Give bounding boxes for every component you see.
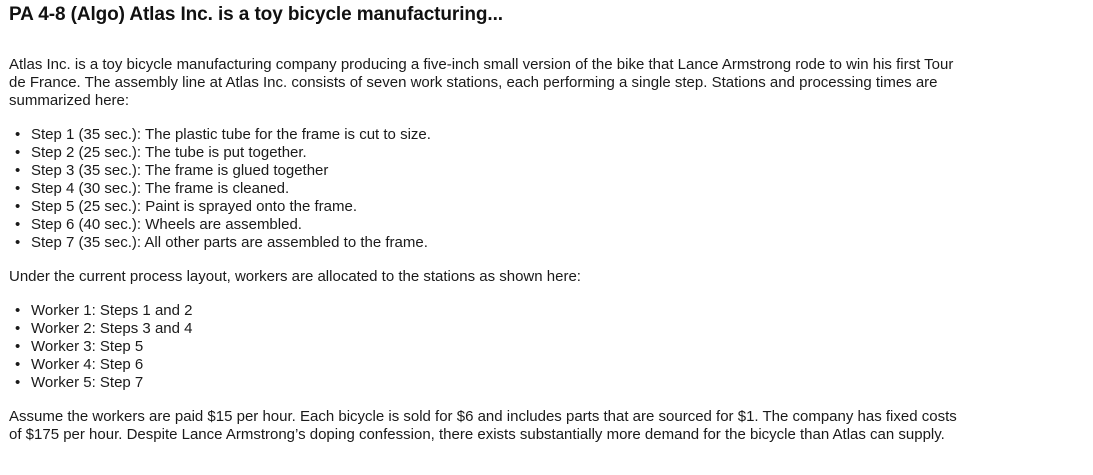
step-item: • Step 6 (40 sec.): Wheels are assembled. <box>31 216 1084 234</box>
step-item: • Step 4 (30 sec.): The frame is cleaned. <box>31 180 1084 198</box>
worker-item: • Worker 4: Step 6 <box>31 356 1084 374</box>
step-item: • Step 2 (25 sec.): The tube is put together. <box>31 144 1084 162</box>
step-item: • Step 7 (35 sec.): All other parts are assembled to the frame. <box>31 234 1084 252</box>
worker-item: • Worker 5: Step 7 <box>31 374 1084 392</box>
worker-item: • Worker 3: Step 5 <box>31 338 1084 356</box>
worker-item: • Worker 1: Steps 1 and 2 <box>31 302 1084 320</box>
problem-title: PA 4-8 (Algo) Atlas Inc. is a toy bicycle manufacturing... <box>9 4 503 25</box>
layout-intro-paragraph: Under the current process layout, workers are allocated to the stations as shown here: <box>9 268 581 285</box>
step-item: • Step 3 (35 sec.): The frame is glued together <box>31 162 1084 180</box>
worker-item: • Worker 2: Steps 3 and 4 <box>31 320 1084 338</box>
intro-paragraph: Atlas Inc. is a toy bicycle manufacturing company producing a five-inch small version of the bike that Lance Armstrong rode to win his first Tour de France. The assembly line at Atlas Inc. consists of seven work stations, each performing a single step. Stations and processing times are summarized here: <box>9 56 954 109</box>
step-item: • Step 1 (35 sec.): The plastic tube for the frame is cut to size. <box>31 126 1084 144</box>
workers-list <box>9 302 1084 392</box>
step-item: • Step 5 (25 sec.): Paint is sprayed onto the frame. <box>31 198 1084 216</box>
steps-list <box>9 126 1084 252</box>
closing-paragraph: Assume the workers are paid $15 per hour. Each bicycle is sold for $6 and includes parts that are sourced for $1. The company has fixed costs of $175 per hour. Despite Lance Armstrong’s doping confession, there exists substantially more demand for the bicycle than Atlas can supply. <box>9 408 957 443</box>
